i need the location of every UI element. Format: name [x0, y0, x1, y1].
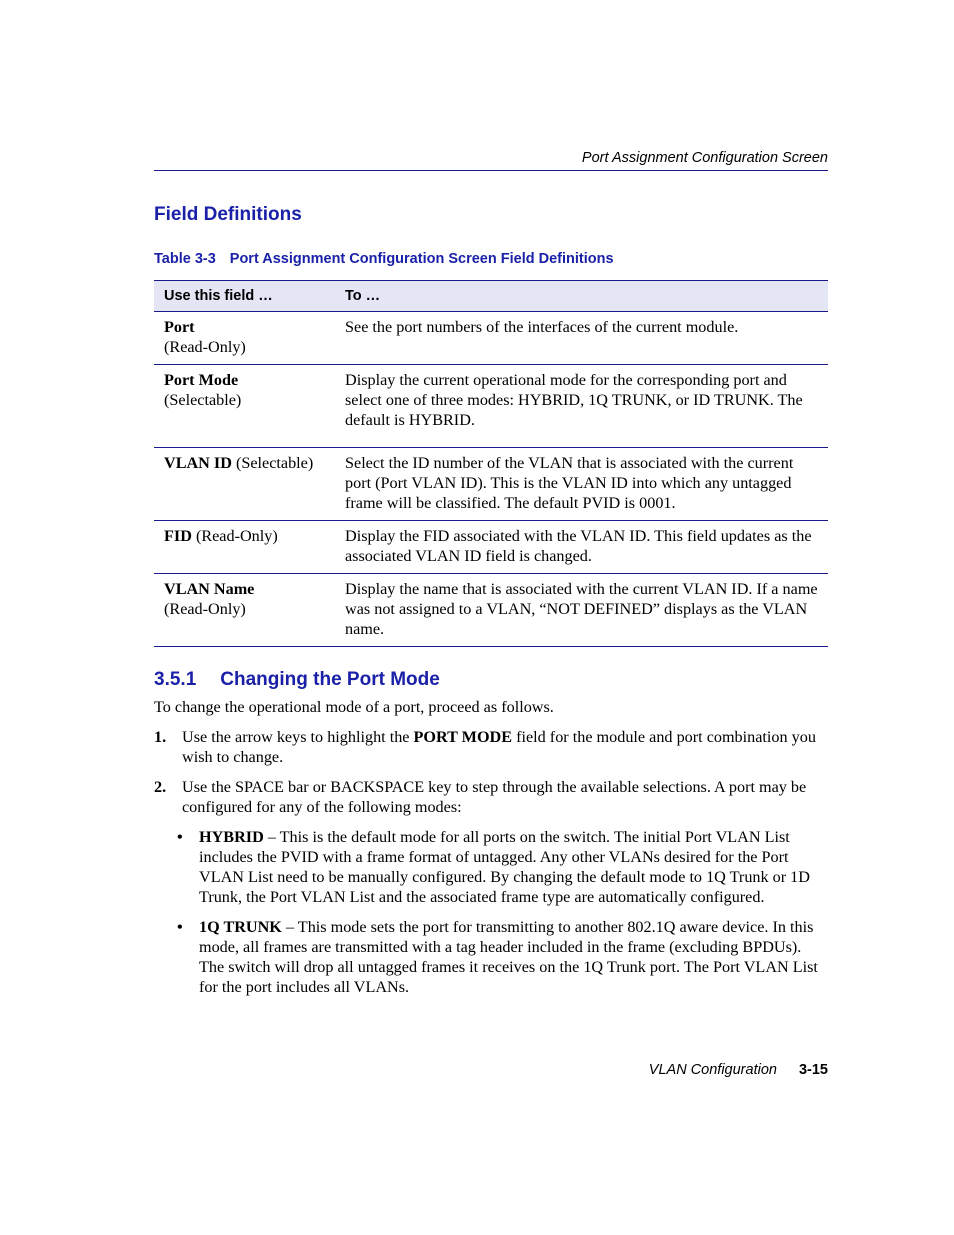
table-caption-number: Table 3-3: [154, 251, 216, 267]
list-item: [177, 827, 828, 907]
bullet-icon: •: [177, 918, 183, 936]
table-row: [154, 312, 828, 365]
field-name: Port Mode: [164, 371, 239, 389]
step-item: [154, 727, 828, 767]
description-cell: See the port numbers of the interfaces of the current module.: [335, 312, 828, 365]
footer-section-title: VLAN Configuration: [648, 1062, 777, 1078]
mode-description: – This mode sets the port for transmitting to another 802.1Q aware device. In this mode, all frames are transmitted with a tag header included in the frame (excluding BPDUs). The switch will drop all untagged frames it receives on the 1Q Trunk port. The Port VLAN List for the port includes all VLANs.: [199, 918, 818, 996]
table-header-row: [154, 281, 828, 312]
table-caption-title: Port Assignment Configuration Screen Field Definitions: [229, 251, 614, 267]
mode-term: 1Q TRUNK: [199, 918, 282, 936]
list-item: [177, 917, 828, 997]
field-note: (Selectable): [164, 391, 242, 409]
table-row: [154, 448, 828, 521]
step-text: Use the arrow keys to highlight the: [182, 728, 414, 746]
step-text-continued: field for the module and port combination you wish to change.: [182, 728, 816, 766]
description-cell: Display the FID associated with the VLAN ID. This field updates as the associated VLAN ID field is changed.: [335, 521, 828, 574]
field-note: (Read-Only): [191, 527, 278, 545]
table-caption: [154, 251, 614, 267]
description-cell: Display the name that is associated with the current VLAN ID. If a name was not assigned to a VLAN, “NOT DEFINED” displays as the VLAN name.: [335, 574, 828, 647]
subsection-title: Changing the Port Mode: [220, 669, 440, 690]
procedure-steps: [154, 727, 828, 1007]
field-cell: [154, 574, 335, 647]
subsection-number: 3.5.1: [154, 669, 197, 690]
step-keyword: PORT MODE: [413, 728, 513, 746]
field-cell: [154, 365, 335, 448]
column-header-field: Use this field …: [154, 281, 335, 312]
table-row: [154, 574, 828, 647]
field-name: FID: [164, 527, 192, 545]
page-number: 3-15: [798, 1062, 828, 1078]
field-note: (Selectable): [231, 454, 314, 472]
field-cell: [154, 312, 335, 365]
page-footer: [154, 1062, 828, 1078]
field-definitions-table: [154, 280, 828, 647]
field-note: (Read-Only): [164, 338, 246, 356]
bullet-icon: •: [177, 828, 183, 846]
step-number: 2.: [154, 778, 167, 796]
table-row: [154, 365, 828, 448]
description-cell: Display the current operational mode for the corresponding port and select one of three modes: HYBRID, 1Q TRUNK, or ID TRUNK. The default is HYBRID.: [335, 365, 828, 448]
mode-list: [154, 827, 828, 997]
intro-paragraph: To change the operational mode of a port, proceed as follows.: [154, 698, 554, 716]
header-rule: [154, 170, 828, 171]
field-cell: [154, 448, 335, 521]
mode-description: – This is the default mode for all ports on the switch. The initial Port VLAN List includes the PVID with a frame format of untagged. Any other VLANs desired for the Port VLAN List need to be manually configured. By changing the default mode to 1Q Trunk or 1D Trunk, the Port VLAN List and the associated frame type are automatically configured.: [199, 828, 810, 906]
field-note: (Read-Only): [164, 600, 246, 618]
step-number: 1.: [154, 728, 167, 746]
field-name: Port: [164, 318, 195, 336]
step-item: [154, 777, 828, 997]
section-heading: Field Definitions: [154, 204, 302, 225]
running-header: Port Assignment Configuration Screen: [581, 150, 828, 166]
column-header-description: To …: [335, 281, 828, 312]
subsection-heading: [154, 669, 440, 691]
table-row: [154, 521, 828, 574]
field-name: VLAN Name: [164, 580, 255, 598]
description-cell: Select the ID number of the VLAN that is associated with the current port (Port VLAN ID). This is the VLAN ID into which any untagged frame will be classified. The default PVID is 0001.: [335, 448, 828, 521]
field-name: VLAN ID: [164, 454, 232, 472]
step-text: Use the SPACE bar or BACKSPACE key to step through the available selections. A port may be configured for any of the following modes:: [182, 778, 807, 816]
mode-term: HYBRID: [199, 828, 264, 846]
field-cell: [154, 521, 335, 574]
